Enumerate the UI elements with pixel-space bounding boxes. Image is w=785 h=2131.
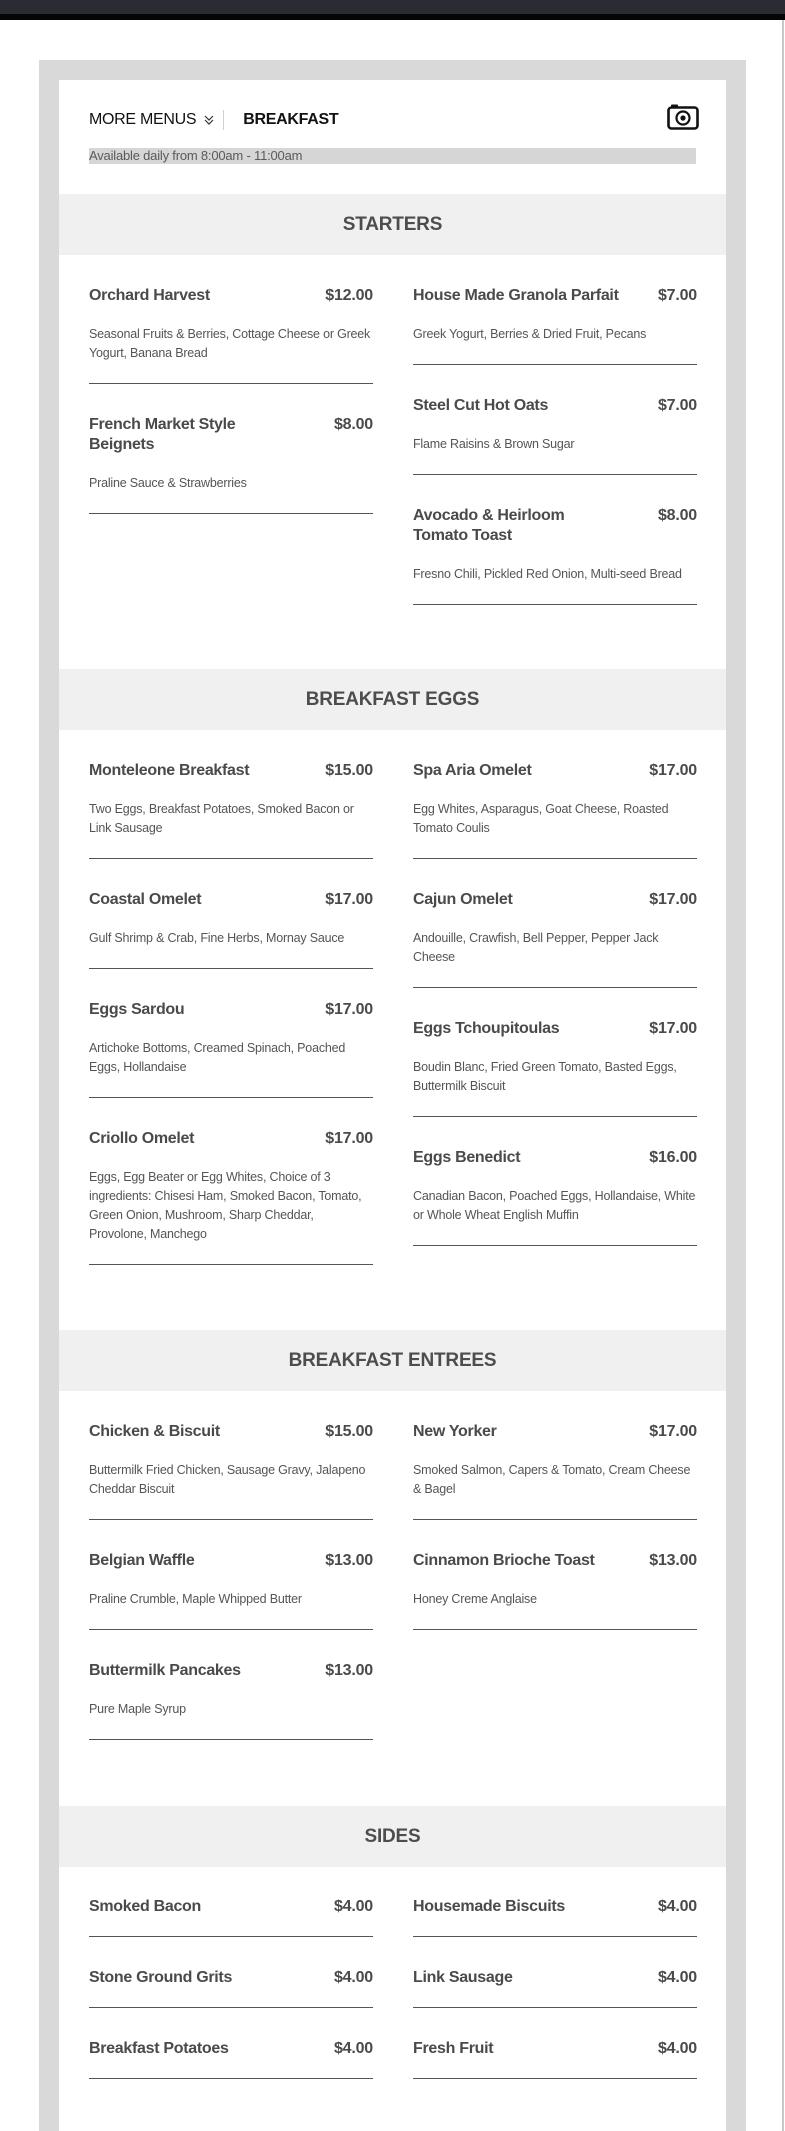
menu-item-header (413, 506, 697, 546)
menu-item (89, 1897, 373, 1937)
menu-item (413, 1148, 697, 1246)
section-title: BREAKFAST ENTREES (288, 1349, 497, 1371)
section-header-starters (59, 194, 726, 255)
menu-item-header (89, 761, 373, 781)
section-title: STARTERS (342, 213, 443, 235)
menu-item-description: Canadian Bacon, Poached Eggs, Hollandaise, White or Whole Wheat English Muffin (413, 1189, 696, 1222)
section-starters-items (89, 286, 697, 605)
menu-item-price: $17.00 (325, 1130, 373, 1147)
menu-item-description: Two Eggs, Breakfast Potatoes, Smoked Bacon or Link Sausage (89, 802, 354, 835)
menu-item-price: $4.00 (657, 1898, 697, 1915)
menu-item (413, 1019, 697, 1117)
menu-item (413, 2039, 697, 2079)
menu-item-price: $17.00 (649, 1020, 697, 1037)
menu-item-name: Monteleone Breakfast (89, 762, 250, 779)
menu-item-price: $8.00 (657, 507, 697, 524)
menu-item-description: Flame Raisins & Brown Sugar (413, 437, 575, 451)
menu-item-name: Housemade Biscuits (413, 1898, 565, 1915)
menu-item-price: $15.00 (325, 762, 373, 779)
menu-item-header (413, 1422, 697, 1442)
menu-item-description: Smoked Salmon, Capers & Tomato, Cream Cheese & Bagel (413, 1463, 691, 1496)
left-column (89, 761, 373, 1265)
menu-item-name: Eggs Tchoupitoulas (413, 1020, 560, 1037)
menu-item-price: $13.00 (325, 1662, 373, 1679)
section-breakfast-entrees-items (89, 1422, 697, 1740)
menu-item-price: $17.00 (649, 1423, 697, 1440)
menu-item-price: $17.00 (649, 891, 697, 908)
menu-item-name: Criollo Omelet (89, 1130, 195, 1147)
section-header-breakfast-eggs (59, 669, 726, 730)
menu-item (89, 1129, 373, 1265)
menu-item-price: $8.00 (333, 416, 373, 433)
menu-item-description: Pure Maple Syrup (89, 1702, 186, 1716)
menu-item-price: $17.00 (325, 891, 373, 908)
menu-item-description: Artichoke Bottoms, Creamed Spinach, Poached Eggs, Hollandaise (89, 1041, 346, 1074)
menu-item-description: Praline Crumble, Maple Whipped Butter (89, 1592, 302, 1606)
menu-item-header (413, 286, 697, 306)
menu-item-name: Buttermilk Pancakes (89, 1662, 241, 1679)
menu-item-description: Fresno Chili, Pickled Red Onion, Multi-seed Bread (413, 567, 682, 581)
menu-item-description: Buttermilk Fried Chicken, Sausage Gravy, Jalapeno Cheddar Biscuit (89, 1463, 366, 1496)
menu-item-name: Orchard Harvest (89, 287, 210, 304)
scrollbar[interactable] (782, 20, 784, 2131)
menu-item (89, 1968, 373, 2008)
menu-item-description: Boudin Blanc, Fried Green Tomato, Basted Eggs, Buttermilk Biscuit (413, 1060, 677, 1093)
double-chevron-down-icon (203, 113, 215, 127)
menu-item-name: Coastal Omelet (89, 891, 202, 908)
menu-item-description: Praline Sauce & Strawberries (89, 476, 247, 490)
right-column (413, 286, 697, 605)
menu-item-price: $4.00 (657, 1969, 697, 1986)
menu-item-header (413, 1968, 697, 1988)
menu-item-header (89, 1551, 373, 1571)
current-menu-tab[interactable]: BREAKFAST (243, 111, 339, 128)
right-column (413, 1422, 697, 1740)
menu-item (89, 890, 373, 969)
menu-item (89, 2039, 373, 2079)
menu-item-name: Spa Aria Omelet (413, 762, 532, 779)
menu-item-header (89, 1129, 373, 1149)
menu-item (413, 506, 697, 605)
left-column (89, 1422, 373, 1740)
menu-item (413, 1422, 697, 1520)
menu-item-name: Steel Cut Hot Oats (413, 397, 549, 414)
menu-item-header (413, 1148, 697, 1168)
menu-item-name: New Yorker (413, 1423, 497, 1440)
menu-item-name: Avocado & Heirloom Tomato Toast (413, 507, 565, 544)
menu-item-price: $13.00 (325, 1552, 373, 1569)
menu-item (413, 396, 697, 475)
left-column (89, 1897, 373, 2079)
right-column (413, 761, 697, 1265)
menu-item (89, 415, 373, 514)
section-sides-items (89, 1897, 697, 2079)
menu-item (89, 1422, 373, 1520)
menu-item-header (89, 286, 373, 306)
menu-item-name: Cinnamon Brioche Toast (413, 1552, 595, 1569)
section-breakfast-eggs-items (89, 761, 697, 1265)
menu-item-price: $7.00 (657, 287, 697, 304)
menu-item-description: Seasonal Fruits & Berries, Cottage Cheese or Greek Yogurt, Banana Bread (89, 327, 371, 360)
menu-item-header (89, 1968, 373, 1988)
menu-item-header (413, 761, 697, 781)
menu-item-price: $4.00 (333, 1898, 373, 1915)
menu-card (59, 80, 726, 2131)
menu-item-header (89, 890, 373, 910)
nav-divider (223, 110, 224, 130)
menu-item-price: $16.00 (649, 1149, 697, 1166)
menu-item-price: $4.00 (333, 1969, 373, 1986)
menu-item-price: $15.00 (325, 1423, 373, 1440)
menu-item-header (413, 1551, 697, 1571)
left-column (89, 286, 373, 605)
menu-item-name: House Made Granola Parfait (413, 287, 619, 304)
top-bar (0, 0, 785, 20)
menu-nav (89, 109, 338, 131)
menu-item-description: Honey Creme Anglaise (413, 1592, 537, 1606)
menu-item-name: Eggs Benedict (413, 1149, 521, 1166)
menu-item (89, 1000, 373, 1098)
menu-item (413, 286, 697, 365)
menu-item-description: Egg Whites, Asparagus, Goat Cheese, Roasted Tomato Coulis (413, 802, 669, 835)
menu-item-name: Link Sausage (413, 1969, 513, 1986)
section-header-sides (59, 1806, 726, 1867)
menu-item-header (89, 1422, 373, 1442)
menu-item-price: $4.00 (657, 2040, 697, 2057)
menu-item-name: Fresh Fruit (413, 2040, 494, 2057)
menu-item-name: Breakfast Potatoes (89, 2040, 229, 2057)
menu-item-header (89, 1661, 373, 1681)
section-title: BREAKFAST EGGS (305, 688, 480, 710)
menu-item-header (413, 396, 697, 416)
menu-item-price: $7.00 (657, 397, 697, 414)
menu-item (413, 761, 697, 859)
menu-item-price: $17.00 (325, 1001, 373, 1018)
menu-item (413, 1968, 697, 2008)
menu-item (413, 1897, 697, 1937)
menu-item-header (89, 2039, 373, 2059)
menu-item-name: Belgian Waffle (89, 1552, 195, 1569)
menu-item-price: $12.00 (325, 287, 373, 304)
menu-item-description: Andouille, Crawfish, Bell Pepper, Pepper Jack Cheese (413, 931, 659, 964)
menu-item-header (413, 890, 697, 910)
menu-item-header (89, 415, 373, 455)
menu-item-name: Smoked Bacon (89, 1898, 201, 1915)
menu-item-description: Eggs, Egg Beater or Egg Whites, Choice of 3 ingredients: Chisesi Ham, Smoked Bacon, Tomato, Green Onion, Mushroom, Sharp Cheddar, Provolone, Manchego (89, 1170, 362, 1241)
menu-item (89, 1661, 373, 1740)
menu-item-price: $17.00 (649, 762, 697, 779)
menu-item-price: $4.00 (333, 2040, 373, 2057)
menu-item (89, 761, 373, 859)
menu-item-name: Stone Ground Grits (89, 1969, 233, 1986)
menu-item-name: Cajun Omelet (413, 891, 513, 908)
right-column (413, 1897, 697, 2079)
menu-item (89, 1551, 373, 1630)
menu-item-header (413, 2039, 697, 2059)
menu-item-description: Gulf Shrimp & Crab, Fine Herbs, Mornay Sauce (89, 931, 345, 945)
menu-item (89, 286, 373, 384)
menu-item-price: $13.00 (649, 1552, 697, 1569)
menu-item-description: Greek Yogurt, Berries & Dried Fruit, Pecans (413, 327, 647, 341)
menu-item-header (413, 1019, 697, 1039)
menu-item (413, 1551, 697, 1630)
section-title: SIDES (364, 1825, 421, 1847)
availability-text: Available daily from 8:00am - 11:00am (89, 148, 696, 164)
menu-item-header (89, 1897, 373, 1917)
menu-item-name: Eggs Sardou (89, 1001, 185, 1018)
menu-item-header (413, 1897, 697, 1917)
menu-item-header (89, 1000, 373, 1020)
more-menus-label: MORE MENUS (89, 111, 197, 128)
camera-icon[interactable] (667, 103, 699, 130)
menu-item-name: French Market Style Beignets (89, 416, 236, 453)
menu-item-name: Chicken & Biscuit (89, 1423, 220, 1440)
more-menus-dropdown[interactable] (89, 111, 215, 129)
menu-item (413, 890, 697, 988)
section-header-breakfast-entrees (59, 1330, 726, 1391)
